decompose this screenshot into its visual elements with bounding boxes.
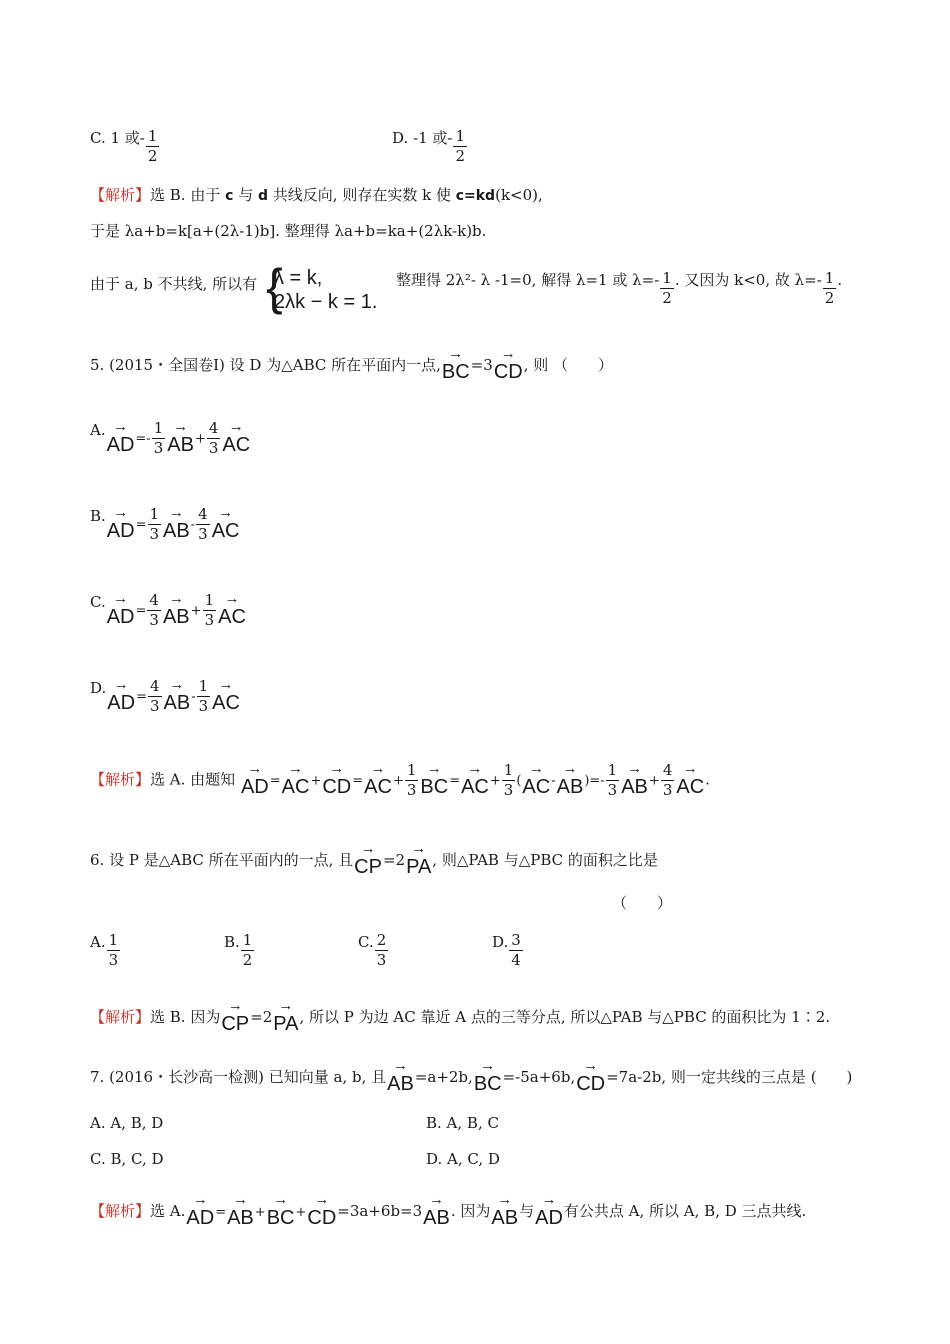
fraction: $\frac{4}{3}$ xyxy=(198,505,208,543)
q7-option-c: C. B, C, D xyxy=(90,1150,164,1168)
vector: → AD xyxy=(107,423,135,455)
q7-stem: 7. (2016・长沙高一检测) 已知向量 a, b, 且→ AB=a+2b,→ BC=-5a+6b,→ CD=7a-2b, 则一定共线的三点是 ( ) xyxy=(90,1062,852,1094)
vector: → CD xyxy=(307,1196,336,1228)
vector: → BC xyxy=(267,1196,295,1228)
vector: → AD xyxy=(107,509,135,541)
vector: → AC xyxy=(364,765,392,797)
q4-solution-line3-post: 整理得 2λ²- λ -1=0, 解得 λ=1 或 λ=- $\frac{1}{2}$ . 又因为 k<0, 故 λ=- $\frac{1}{2}$ . xyxy=(396,269,843,307)
fraction: $\frac{1}{2}$ xyxy=(824,269,835,307)
q6-option-d: D. $\frac{3}{4}$ xyxy=(492,931,521,969)
vector: → BC xyxy=(474,1062,502,1094)
q7-option-a: A. A, B, D xyxy=(90,1114,164,1132)
vector: → AD xyxy=(535,1196,563,1228)
q4-solution-line2: 于是 λa+b=k[a+(2λ-1)b]. 整理得 λa+b=ka+(2λk-k)b. xyxy=(90,222,487,240)
vector: → CP xyxy=(221,1002,249,1034)
vector: → AB xyxy=(387,1062,414,1094)
fraction: $\frac{1}{2}$ xyxy=(455,127,466,165)
q5-solution: 【解析】选 A. 由题知 → AD=→ AC+→ CD=→ AC+ $\frac{1}{3}$ → BC=→ AC+ $\frac{1}{3}$ (→ AC-→ AB)=- $\frac{1}{3}$ → AB+ $\frac{4}{3}$ → AC. xyxy=(90,762,710,799)
vector: → PA xyxy=(406,845,431,877)
q7-solution: 【解析】选 A.→ AD=→ AB+→ BC+→ CD=3a+6b=3→ AB. 因为→ AB与→ AD有公共点 A, 所以 A, B, D 三点共线. xyxy=(90,1196,806,1228)
vector: → AC xyxy=(218,595,246,627)
q6-answer-paren: （ ） xyxy=(612,894,673,912)
vector: → AB xyxy=(164,681,191,713)
vector: → CD xyxy=(322,765,351,797)
vector: → BC xyxy=(420,765,448,797)
vector: → AC xyxy=(461,765,489,797)
fraction: $\frac{4}{3}$ xyxy=(149,677,160,715)
vector: → CP xyxy=(354,845,382,877)
q6-option-a: A. $\frac{1}{3}$ xyxy=(90,931,119,969)
q5-option-d: D.→ AD= $\frac{4}{3}$ → AB- $\frac{1}{3}$ → AC xyxy=(90,678,241,715)
vector: → AC xyxy=(282,765,310,797)
q4-solution-line3-pre: 由于 a, b 不共线, 所以有 xyxy=(90,275,258,293)
vector: → AC xyxy=(222,423,250,455)
fraction: $\frac{1}{3}$ xyxy=(204,591,215,629)
q5-option-a: A.→ AD=- $\frac{1}{3}$ → AB+ $\frac{4}{3}$ → AC xyxy=(90,420,251,457)
vector: → CD xyxy=(576,1062,605,1094)
q6-option-c: C. $\frac{2}{3}$ xyxy=(358,931,387,969)
q6-stem: 6. 设 P 是△ABC 所在平面内的一点, 且→ CP=2→ PA, 则△PAB 与△PBC 的面积之比是 xyxy=(90,845,658,877)
q6-solution: 【解析】选 B. 因为→ CP=2→ PA, 所以 P 为边 AC 靠近 A 点的三等分点, 所以△PAB 与△PBC 的面积比为 1∶2. xyxy=(90,1002,830,1034)
vector: → PA xyxy=(273,1002,298,1034)
vector: → AB xyxy=(167,423,194,455)
q4-option-d: D. -1 或- $\frac{1}{2}$ xyxy=(392,127,466,165)
q7-option-d: D. A, C, D xyxy=(426,1150,500,1168)
vector: → AD xyxy=(241,765,269,797)
vector: → AB xyxy=(557,765,584,797)
vector: → AB xyxy=(491,1196,518,1228)
vector: → BC xyxy=(442,350,470,382)
fraction: $\frac{1}{2}$ xyxy=(662,269,672,307)
vector: → AB xyxy=(423,1196,450,1228)
vector: → AD xyxy=(107,595,135,627)
equation-system: { λ = k, 2λk − k = 1. xyxy=(266,259,378,315)
vector: → CD xyxy=(494,350,523,382)
vector: → AD xyxy=(186,1196,214,1228)
vector: → AC xyxy=(212,509,240,541)
q6-option-b: B. $\frac{1}{2}$ xyxy=(224,931,253,969)
fraction: $\frac{1}{2}$ xyxy=(147,127,158,165)
fraction: $\frac{4}{3}$ xyxy=(208,419,219,457)
fraction: $\frac{4}{3}$ xyxy=(149,591,159,629)
vector: → AB xyxy=(621,765,648,797)
fraction: $\frac{1}{3}$ xyxy=(198,677,209,715)
vector: → AB xyxy=(163,595,190,627)
vector: → AB xyxy=(163,509,190,541)
q5-option-b: B.→ AD= $\frac{1}{3}$ → AB- $\frac{4}{3}$ → AC xyxy=(90,506,240,543)
vector: → AC xyxy=(676,765,704,797)
q5-option-c: C.→ AD= $\frac{4}{3}$ → AB+ $\frac{1}{3}$ → AC xyxy=(90,592,247,629)
q7-option-b: B. A, B, C xyxy=(426,1114,499,1132)
vector: → AB xyxy=(227,1196,254,1228)
fraction: $\frac{1}{3}$ xyxy=(153,419,164,457)
vector: → AC xyxy=(212,681,240,713)
vector: → AD xyxy=(107,681,135,713)
vector: → AC xyxy=(522,765,550,797)
q5-stem: 5. (2015・全国卷Ⅰ) 设 D 为△ABC 所在平面内一点,→ BC=3→ CD, 则 （ ） xyxy=(90,350,613,382)
q4-solution-line1: 【解析】选 B. 由于 c 与 d 共线反向, 则存在实数 k 使 c=kd(k<0), xyxy=(90,186,543,204)
q4-option-c: C. 1 或- $\frac{1}{2}$ xyxy=(90,127,158,165)
fraction: $\frac{1}{3}$ xyxy=(149,505,160,543)
